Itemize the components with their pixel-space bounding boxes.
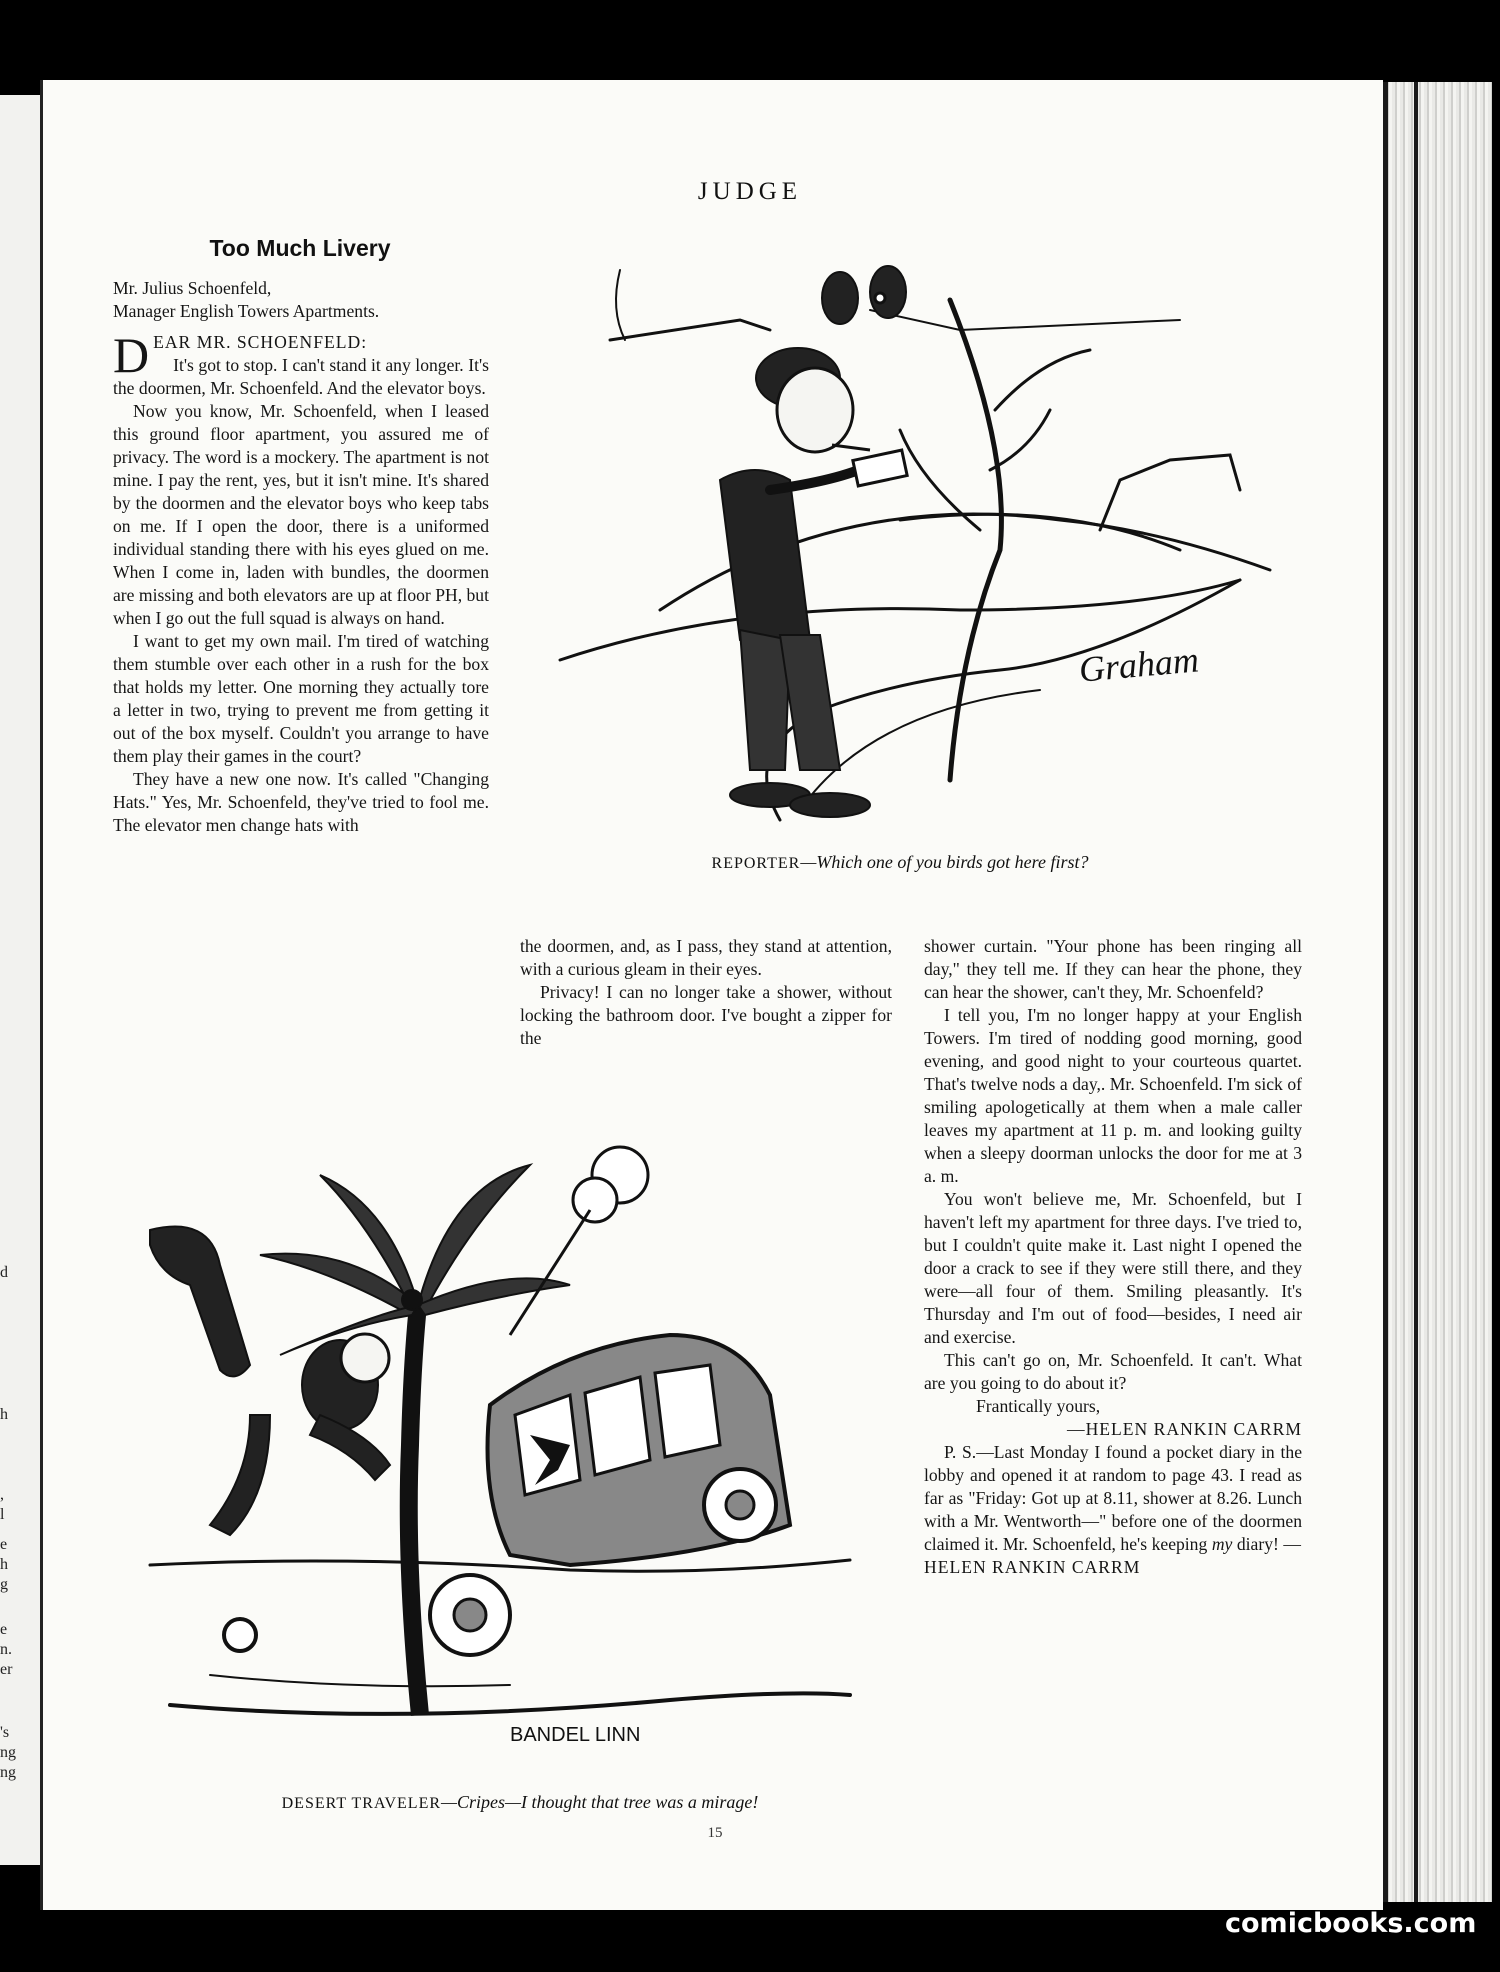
paragraph: shower curtain. "Your phone has been ringing all day," they tell me. If they can hear the phone, they can hear the shower, can't they, Mr. Schoenfeld?: [924, 936, 1302, 1002]
prev-page-fragment: n.: [0, 1641, 12, 1658]
prev-page-fragment: ng: [0, 1764, 16, 1781]
prev-page-fragment: e: [0, 1621, 8, 1638]
postscript: [924, 1441, 1302, 1579]
prev-page-fragment: er: [0, 1661, 13, 1678]
page-number: 15: [707, 1825, 723, 1841]
prev-page-fragment: ng: [0, 1744, 16, 1761]
closing: Frantically yours,: [976, 1396, 1101, 1416]
cartoon1-signature: Graham: [1077, 639, 1201, 690]
prev-page-fragment: e: [0, 1536, 8, 1553]
paragraph: I tell you, I'm no longer happy at your English Towers. I'm tired of nodding good morning, good evening, and good night to your courteous quartet. That's twelve nods a day,. Mr. Schoenfeld. I'm sick of smiling apologetically at them when a male caller leaves my apartment at 11 p. m. and looking guilty when a sleepy doorman unlocks the door for me at 3 a. m.: [924, 1005, 1302, 1186]
postscript-end: diary!: [1232, 1534, 1279, 1554]
article-title: Too Much Livery: [209, 235, 391, 261]
paragraph: This can't go on, Mr. Schoenfeld. It can't. What are you going to do about it?: [924, 1350, 1302, 1393]
reporter-cartoon: [540, 250, 1280, 830]
prev-page-fragment: ,: [0, 1486, 4, 1503]
paragraph: the doormen, and, as I pass, they stand at attention, with a curious gleam in their eyes.: [520, 936, 892, 979]
prev-page-fragment: 's: [0, 1724, 10, 1741]
prev-page-fragment: g: [0, 1576, 8, 1593]
article-column-1: [113, 327, 489, 837]
prev-page-fragment: d: [0, 1264, 8, 1281]
cartoon2-signature: BANDEL LINN: [510, 1724, 641, 1746]
magazine-header: JUDGE: [697, 178, 803, 205]
desert-traveler-cartoon: [150, 1115, 890, 1755]
address-line: Manager English Towers Apartments.: [113, 301, 380, 321]
paragraph: You won't believe me, Mr. Schoenfeld, but I haven't left my apartment for three days. I've tried to, but I couldn't quite make it. Last night I opened the door a crack to see if they were still there, and they were—all four of them. Smiling pleasantly. It's Thursday and I'm out of food—besides, I need air and exercise.: [924, 1189, 1302, 1347]
cartoon2-caption-text: —Cripes—I thought that tree was a mirage!: [441, 1792, 759, 1812]
article-column-3: [924, 935, 1302, 1579]
prev-page-fragment: h: [0, 1406, 8, 1423]
cartoon2-caption: [195, 1792, 845, 1813]
paragraph: They have a new one now. It's called "Changing Hats." Yes, Mr. Schoenfeld, they've tried to fool me. The elevator men change hats with: [113, 769, 489, 835]
article-address: [113, 277, 488, 323]
cartoon1-caption-speaker: REPORTER: [711, 855, 801, 872]
article-column-2: [520, 935, 892, 1050]
signature: —HELEN RANKIN CARRM: [1066, 1419, 1302, 1439]
cartoon2-caption-speaker: DESERT TRAVELER: [281, 1795, 442, 1812]
postscript-text: P. S.—Last Monday I found a pocket diary in the lobby and opened it at random to page 43. I read as far as "Friday: Got up at 8.11, shower at 8.26. Lunch with a Mr. Wentworth—" before one of the doormen claimed it. Mr. Schoenfeld, he's keeping: [924, 1442, 1302, 1554]
postscript-signature: —HELEN RANKIN CARRM: [924, 1534, 1302, 1577]
cartoon1-caption: [560, 852, 1240, 873]
paragraph: It's got to stop. I can't stand it any longer. It's the doormen, Mr. Schoenfeld. And the elevator boys.: [113, 355, 489, 398]
paragraph: Now you know, Mr. Schoenfeld, when I leased this ground floor apartment, you assured me of privacy. The word is a mockery. The apartment is not mine. I pay the rent, yes, but it isn't mine. It's shared by the doormen and the elevator boys who keep tabs on me. If I open the door, there is a uniformed individual standing there with his eyes glued on me. When I come in, laden with bundles, the doormen are missing and both elevators are up at floor PH, but when I go out the full squad is always on hand.: [113, 401, 489, 628]
cartoon1-caption-text: —Which one of you birds got here first?: [800, 852, 1089, 872]
address-line: Mr. Julius Schoenfeld,: [113, 278, 272, 298]
watermark: comicbooks.com: [1225, 1908, 1477, 1939]
postscript-emphasis: my: [1211, 1534, 1233, 1554]
paragraph: I want to get my own mail. I'm tired of watching them stumble over each other in a rush for the box that holds my letter. One morning they actually tore a letter in two, trying to prevent me from getting it out of the box myself. Couldn't you arrange to have them play their games in the court?: [113, 631, 489, 766]
salutation-text: EAR MR. SCHOENFELD:: [153, 332, 368, 352]
prev-page-fragment: l: [0, 1506, 5, 1523]
drop-cap: D: [113, 327, 150, 383]
prev-page-fragment: h: [0, 1556, 8, 1573]
paragraph: Privacy! I can no longer take a shower, without locking the bathroom door. I've bought a zipper for the: [520, 982, 892, 1048]
